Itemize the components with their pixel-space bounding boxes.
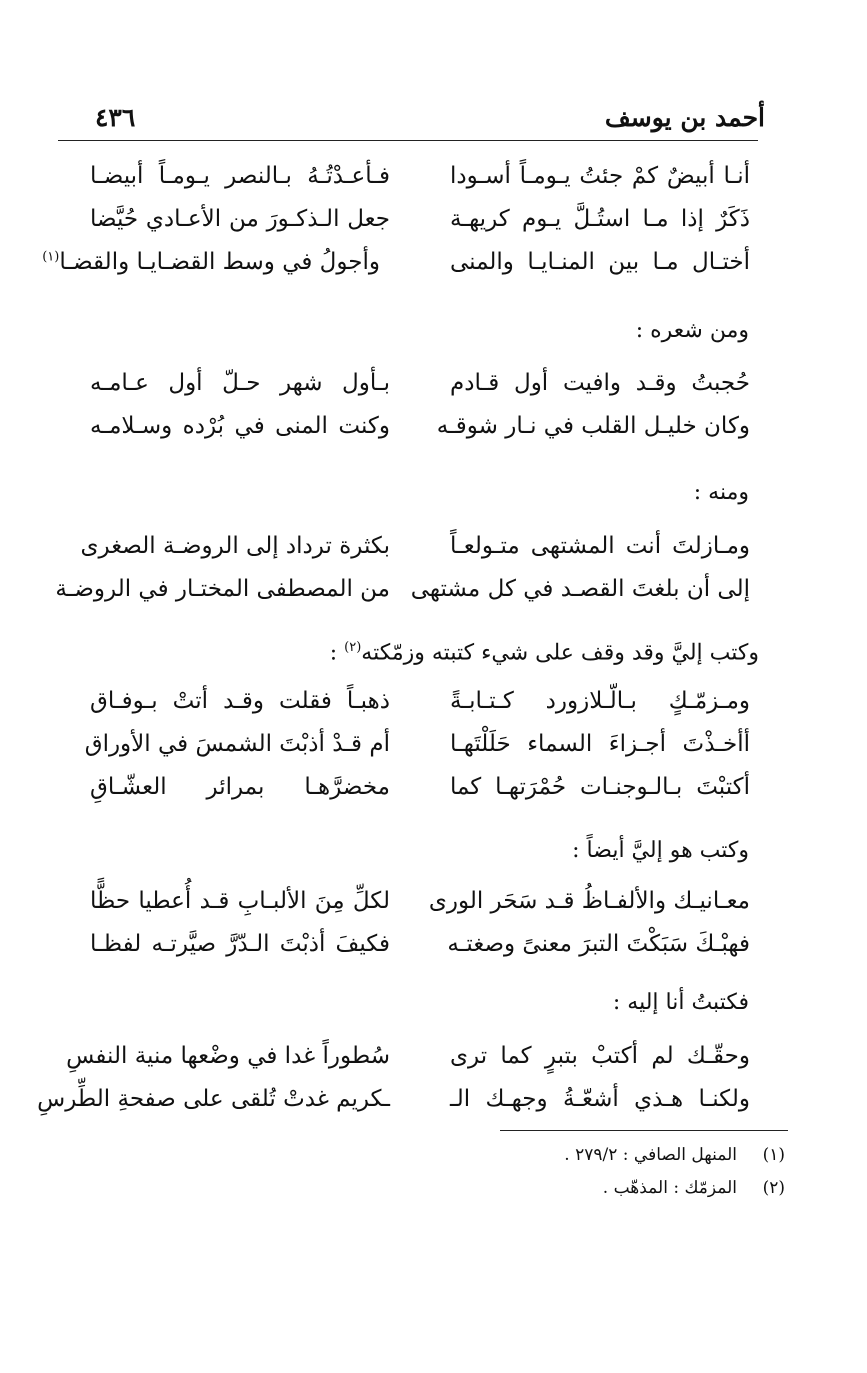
verse-first-hemistich: ومـازلتَ أنت المشتهى متـولعـاً [450, 533, 750, 559]
verse-second-hemistich: ذهبـاً فقلت وقـد أتتْ بـوفـاق [90, 688, 390, 714]
footnote [603, 1178, 785, 1198]
footnote-text: المنهل الصافي : ٢٧٩/٢ . [564, 1145, 737, 1165]
verse-first-hemistich: حُجبتُ وقـد وافيت أول قـادم [450, 370, 750, 396]
verse-line [42, 249, 760, 292]
verse-first-hemistich: إلى أن بلغتَ القصـد في كل مشتهى [410, 576, 750, 602]
verse-second-hemistich: جعل الـذكـورَ من الأعـادي حُيَّضا [90, 206, 390, 232]
verse-first-hemistich: ولكنـا هـذي أشعّـةُ وجهـك الـ [450, 1086, 750, 1112]
verse-line [66, 1043, 760, 1086]
footnote [564, 1145, 785, 1165]
verse-first-hemistich: ومـزمّـكٍ بـالّـلازورد كـتـابـةً [450, 688, 750, 714]
intro-line: فكتبتُ أنا إليه : [612, 990, 749, 1015]
verse-second-hemistich: بـأول شهر حـلّ أول عـامـه [90, 370, 390, 396]
poem-block-2 [80, 370, 760, 456]
verse-second-hemistich: مخضرَّهـا بمرائر العشّـاقِ [90, 774, 390, 800]
verse-second-hemistich: لكلِّ مِنَ الألبـابِ قـد أُعطيا حظًّا [90, 888, 390, 914]
verse-line [55, 576, 760, 619]
verse-line [80, 413, 760, 456]
poem-block-6 [37, 1043, 760, 1129]
intro-line: وكتب هو إليَّ أيضاً : [572, 838, 749, 863]
intro-line: ومن شعره : [635, 318, 749, 343]
verse-first-hemistich: أختـال مـا بين المنـايـا والمنى [450, 249, 750, 275]
verse-second-hemistich [42, 249, 380, 275]
verse-first-hemistich: معـانيـك والألفـاظُ قـد سَحَر الورى [428, 888, 750, 914]
verse-first-hemistich: أأخـذْتَ أجـزاءَ السماء حَلَلْتَهـا [450, 731, 750, 757]
poem-block-3 [55, 533, 760, 619]
intro-line: ومنه : [693, 480, 749, 505]
page-header [95, 103, 765, 137]
poem-block-5 [80, 888, 760, 974]
verse-second-hemistich: وكنت المنى في بُرْده وسـلامـه [90, 413, 390, 439]
verse-line [80, 688, 760, 731]
footnote-number: (١) [762, 1145, 785, 1165]
verse-first-hemistich: ذَكَرٌ إذا مـا استُـلَّ يـوم كريهـة [450, 206, 750, 232]
poem-block-1 [42, 163, 760, 292]
verse-line [80, 931, 760, 974]
verse-line [80, 774, 760, 817]
page-number: ٤٣٦ [95, 103, 136, 132]
verse-line [80, 206, 760, 249]
verse-second-hemistich: فكيفَ أذبْتَ الـدّرَّ صيَّرتـه لفظـا [90, 931, 390, 957]
verse-first-hemistich: وكان خليـل القلب في نـار شوقـه [436, 413, 750, 439]
verse-line [37, 1086, 760, 1129]
verse-line [80, 533, 760, 576]
verse-second-hemistich: فـأعـدْتُـهُ بـالنصر يـومـاً أبيضـا [90, 163, 390, 189]
footnote-ref-1: (١) [42, 249, 60, 265]
verse-line [80, 163, 760, 206]
verse-second-hemistich: ـكريم غدتْ تُلقى على صفحةِ الطِّرسِ [37, 1086, 390, 1112]
footnote-rule [500, 1130, 788, 1131]
footnote-ref-2: (٢) [344, 640, 362, 655]
verse-line [80, 888, 760, 931]
intro-colon: : [329, 640, 338, 666]
verse-second-hemistich: سُطوراً غدا في وضْعها منية النفسِ [66, 1043, 390, 1069]
verse-line [80, 370, 760, 413]
verse-line [80, 731, 760, 774]
verse-first-hemistich: فهبْـكَ سَبَكْتَ التبرَ معنىً وصغتـه [447, 931, 750, 957]
intro-line [330, 640, 759, 665]
verse-text: وأجولُ في وسط القضـايـا والقضـا [59, 249, 380, 275]
header-rule [58, 140, 758, 141]
poem-block-4 [80, 688, 760, 817]
footnote-number: (٢) [762, 1178, 785, 1198]
verse-second-hemistich: من المصطفى المختـار في الروضـة [55, 576, 390, 602]
footnote-text: المزمّك : المذهّب . [602, 1178, 737, 1198]
verse-first-hemistich: أنـا أبيضٌ كمْ جئتُ يـومـاً أسـودا [450, 163, 750, 189]
verse-second-hemistich: أم قـدْ أذبْتَ الشمسَ في الأوراق [84, 731, 390, 757]
running-title: أحمد بن يوسف [604, 103, 765, 132]
intro-text: وكتب إليَّ وقد وقف على شيء كتبته وزمّكته [361, 640, 759, 666]
verse-second-hemistich: بكثرة ترداد إلى الروضـة الصغرى [80, 533, 390, 559]
verse-first-hemistich: أكتبْتَ بـالـوجنـات حُمْرَتهـا كما [450, 774, 750, 800]
verse-first-hemistich: وحقّـك لم أكتبْ بتبرٍ كما ترى [450, 1043, 750, 1069]
